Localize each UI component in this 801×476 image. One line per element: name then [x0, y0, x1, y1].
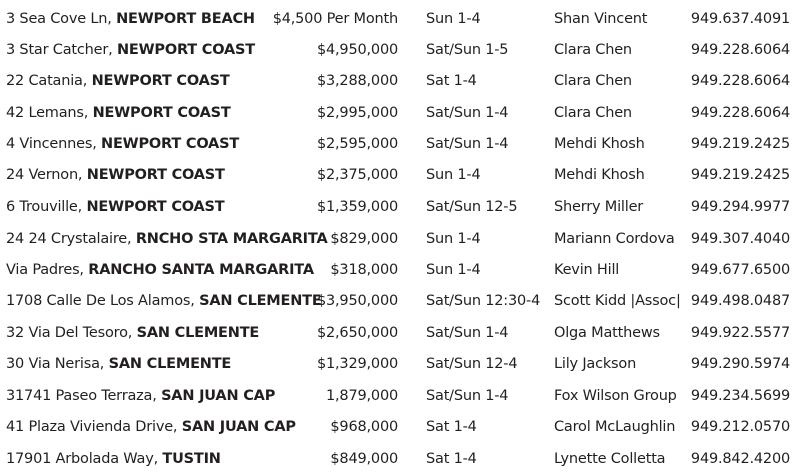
listing-city: NEWPORT BEACH [116, 11, 255, 27]
listing-street: 32 Via Del Tesoro, [6, 325, 137, 341]
listing-row [0, 259, 801, 281]
listing-city: SAN JUAN CAP [161, 388, 276, 404]
listing-agent: Scott Kidd |Assoc| [554, 293, 681, 309]
listing-price: $4,950,000 [316, 42, 398, 58]
listing-agent: Fox Wilson Group [554, 388, 677, 404]
listing-street: 3 Sea Cove Ln, [6, 11, 117, 27]
listing-row [0, 353, 801, 375]
listing-street: 31741 Paseo Terraza, [6, 388, 162, 404]
listing-city: NEWPORT COAST [86, 199, 225, 215]
listing-row [0, 322, 801, 344]
listing-phone: 949.219.2425 [690, 136, 790, 152]
listing-agent: Mariann Cordova [554, 231, 675, 247]
listing-phone: 949.294.9977 [690, 199, 790, 215]
listing-address [6, 8, 255, 30]
listing-city: NEWPORT COAST [86, 167, 225, 183]
listing-address [6, 385, 275, 407]
listing-price: $1,359,000 [316, 199, 398, 215]
listing-phone: 949.290.5974 [690, 356, 790, 372]
listing-row [0, 448, 801, 470]
listing-street: 3 Star Catcher, [6, 42, 117, 58]
listing-hours: Sat/Sun 1-4 [426, 388, 509, 404]
listing-phone: 949.219.2425 [690, 167, 790, 183]
listing-city: NEWPORT COAST [101, 136, 240, 152]
listing-row [0, 164, 801, 186]
listing-address [6, 416, 296, 438]
listing-city: SAN CLEMENTE [136, 325, 260, 341]
listing-city: SAN JUAN CAP [181, 419, 296, 435]
listing-price: $2,595,000 [316, 136, 398, 152]
listing-street: 4 Vincennes, [6, 136, 102, 152]
listing-address [6, 448, 221, 470]
listing-phone: 949.228.6064 [690, 73, 790, 89]
listing-city: SAN CLEMENTE [199, 293, 322, 309]
listing-price: $2,995,000 [316, 105, 398, 121]
listing-city: RANCHO SANTA MARGARITA [88, 262, 314, 278]
listing-hours: Sat/Sun 1-4 [426, 105, 509, 121]
listing-phone: 949.212.0570 [690, 419, 790, 435]
listing-city: NEWPORT COAST [91, 73, 230, 89]
listing-hours: Sat 1-4 [426, 451, 477, 467]
listing-street: 1708 Calle De Los Alamos, [6, 293, 200, 309]
listing-hours: Sat 1-4 [426, 73, 477, 89]
listing-agent: Kevin Hill [554, 262, 620, 278]
listing-row [0, 70, 801, 92]
listing-price: $4,500 Per Month [272, 11, 398, 27]
listing-street: Via Padres, [6, 262, 89, 278]
listing-hours: Sun 1-4 [426, 167, 481, 183]
listing-price: $3,288,000 [316, 73, 398, 89]
listing-price: $2,650,000 [316, 325, 398, 341]
listing-street: 24 Vernon, [6, 167, 87, 183]
listing-price: 1,879,000 [326, 388, 398, 404]
listing-street: 30 Via Nerisa, [6, 356, 109, 372]
listing-city: SAN CLEMENTE [108, 356, 232, 372]
listing-price: $318,000 [330, 262, 398, 278]
listing-row [0, 385, 801, 407]
listing-agent: Olga Matthews [554, 325, 660, 341]
listing-street: 17901 Arbolada Way, [6, 451, 163, 467]
listing-address [6, 102, 231, 124]
listing-city: RNCHO STA MARGARITA [135, 231, 328, 247]
listing-phone: 949.228.6064 [690, 42, 790, 58]
listing-agent: Clara Chen [554, 42, 632, 58]
listing-address [6, 228, 327, 250]
listing-phone: 949.234.5699 [690, 388, 790, 404]
listing-agent: Lily Jackson [554, 356, 637, 372]
listing-phone: 949.922.5577 [690, 325, 790, 341]
listing-price: $968,000 [330, 419, 398, 435]
listing-hours: Sat/Sun 1-5 [426, 42, 509, 58]
listing-hours: Sun 1-4 [426, 231, 481, 247]
listing-agent: Sherry Miller [554, 199, 644, 215]
listing-address [6, 322, 259, 344]
listing-row [0, 102, 801, 124]
listing-price: $2,375,000 [316, 167, 398, 183]
listing-agent: Mehdi Khosh [554, 136, 645, 152]
listing-row [0, 8, 801, 30]
listing-row [0, 39, 801, 61]
listing-address [6, 164, 225, 186]
listing-row [0, 290, 801, 312]
listing-phone: 949.228.6064 [690, 105, 790, 121]
listing-agent: Lynette Colletta [554, 451, 666, 467]
listing-row [0, 416, 801, 438]
listing-city: TUSTIN [162, 451, 221, 467]
listing-city: NEWPORT COAST [116, 42, 255, 58]
listing-price: $3,950,000 [316, 293, 398, 309]
listing-phone: 949.677.6500 [690, 262, 790, 278]
listing-address [6, 133, 239, 155]
listing-price: $1,329,000 [316, 356, 398, 372]
listing-street: 42 Lemans, [6, 105, 93, 121]
listing-street: 22 Catania, [6, 73, 92, 89]
listing-agent: Mehdi Khosh [554, 167, 645, 183]
listing-street: 24 24 Crystalaire, [6, 231, 136, 247]
listing-row [0, 228, 801, 250]
listing-hours: Sun 1-4 [426, 11, 481, 27]
listing-hours: Sat/Sun 1-4 [426, 136, 509, 152]
listing-address [6, 290, 322, 312]
listing-address [6, 259, 314, 281]
listing-address [6, 70, 230, 92]
listing-price: $849,000 [330, 451, 398, 467]
listing-city: NEWPORT COAST [92, 105, 231, 121]
listing-hours: Sat/Sun 12:30-4 [426, 293, 541, 309]
listing-hours: Sat 1-4 [426, 419, 477, 435]
listing-agent: Clara Chen [554, 105, 632, 121]
listing-row [0, 196, 801, 218]
listing-street: 6 Trouville, [6, 199, 87, 215]
listing-phone: 949.307.4040 [690, 231, 790, 247]
listing-agent: Carol McLaughlin [554, 419, 676, 435]
listing-agent: Shan Vincent [554, 11, 648, 27]
listing-address [6, 353, 231, 375]
listing-price: $829,000 [330, 231, 398, 247]
listing-hours: Sat/Sun 1-4 [426, 325, 509, 341]
listing-phone: 949.637.4091 [690, 11, 790, 27]
listing-hours: Sat/Sun 12-4 [426, 356, 518, 372]
listing-address [6, 39, 255, 61]
listing-agent: Clara Chen [554, 73, 632, 89]
listing-hours: Sun 1-4 [426, 262, 481, 278]
listing-hours: Sat/Sun 12-5 [426, 199, 518, 215]
listing-phone: 949.498.0487 [690, 293, 790, 309]
listing-phone: 949.842.4200 [690, 451, 790, 467]
listing-street: 41 Plaza Vivienda Drive, [6, 419, 182, 435]
listing-row [0, 133, 801, 155]
listing-address [6, 196, 224, 218]
